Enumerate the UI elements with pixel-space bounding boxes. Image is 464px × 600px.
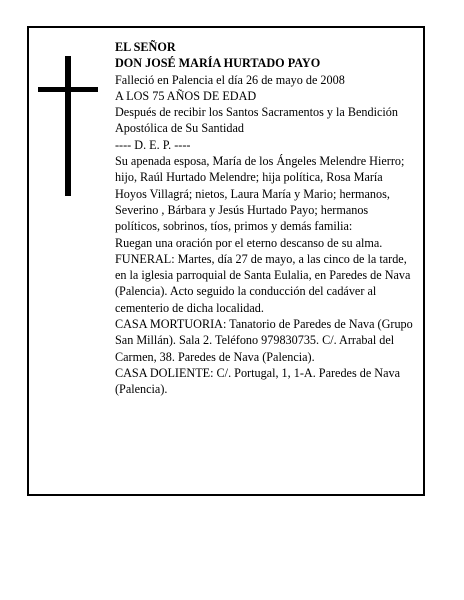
cross-icon <box>65 56 71 196</box>
cross-icon-bar <box>38 87 98 92</box>
age-line: A LOS 75 AÑOS DE EDAD <box>115 88 257 103</box>
family-paragraph: Su apenada esposa, María de los Ángeles Melendre Hierro; hijo, Raúl Hurtado Melendre; hija política, Rosa María Hoyos Villagrá; nietos, Laura María y Mario; hermanos, Severino , Bárbara y Jesús Hurtado Payo; hermanos políticos, sobrinos, tíos, primos y demás familia: <box>115 154 405 234</box>
death-line: Falleció en Palencia el día 26 de mayo de 2008 <box>115 72 345 87</box>
obituary-text <box>115 39 415 398</box>
deceased-name: DON JOSÉ MARÍA HURTADO PAYO <box>115 56 321 71</box>
mortuary-paragraph: CASA MORTUORIA: Tanatorio de Paredes de Nava (Grupo San Millán). Sala 2. Teléfono 979830735. C/. Arrabal del Carmen, 38. Paredes de Nava (Palencia). <box>115 317 413 364</box>
sacraments-line: Después de recibir los Santos Sacramentos y la Bendición Apostólica de Su Santidad <box>115 105 398 136</box>
prayer-line: Ruegan una oración por el eterno descanso de su alma. <box>115 235 383 250</box>
home-paragraph: CASA DOLIENTE: C/. Portugal, 1, 1-A. Paredes de Nava (Palencia). <box>115 365 401 397</box>
dep-line: ---- D. E. P. ---- <box>115 137 191 152</box>
funeral-paragraph: FUNERAL: Martes, día 27 de mayo, a las cinco de la tarde, en la iglesia parroquial de Santa Eulalia, en Paredes de Nava (Palencia). Acto seguido la conducción del cadáver al cementerio de dicha localidad. <box>115 251 411 315</box>
title-line: EL SEÑOR <box>115 40 176 54</box>
